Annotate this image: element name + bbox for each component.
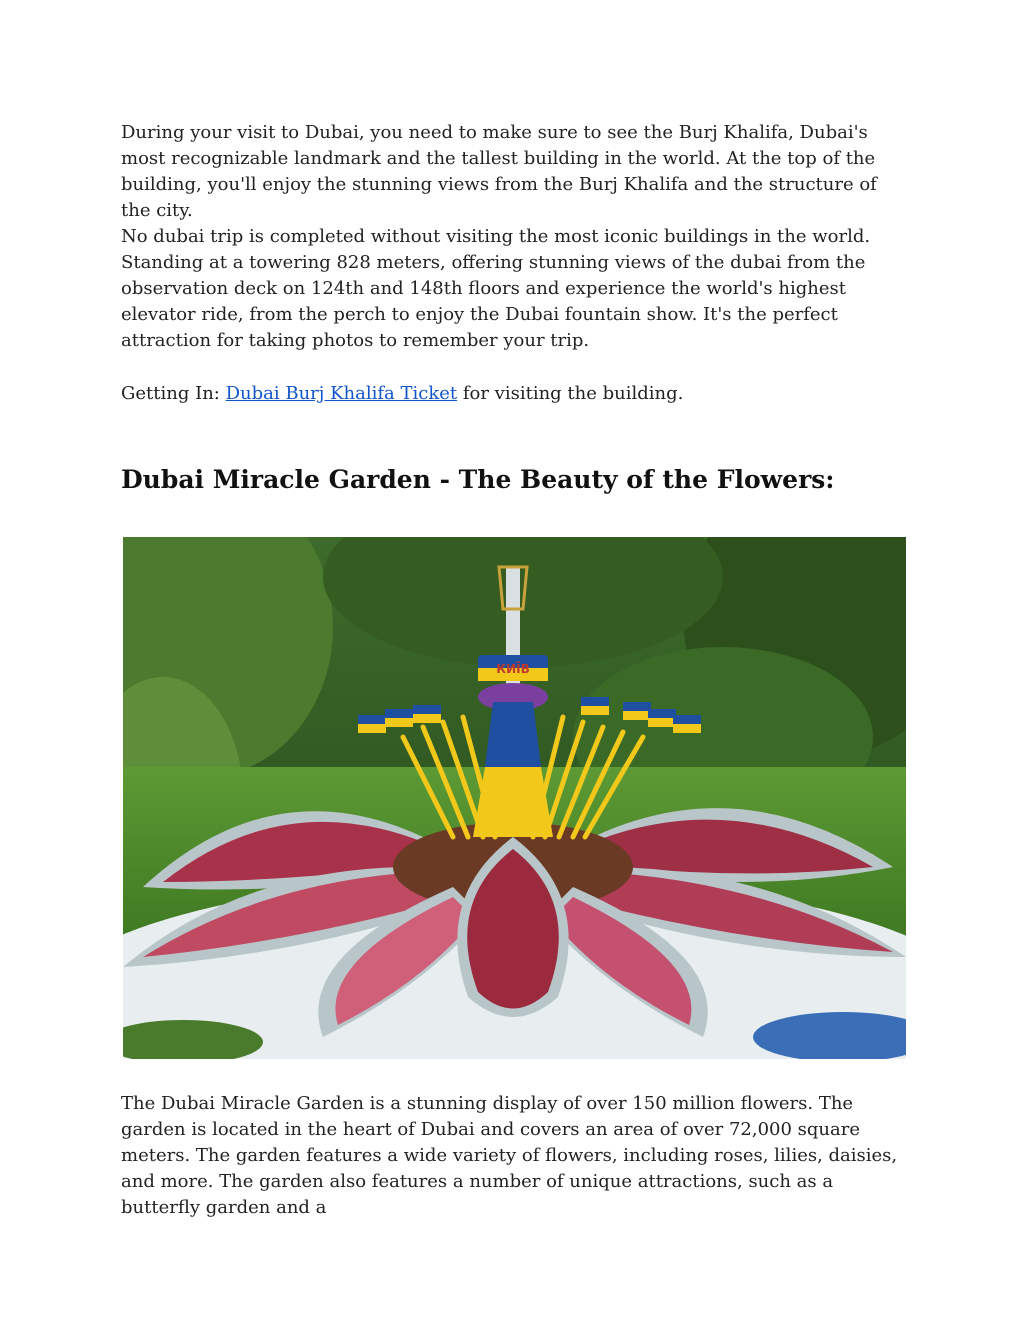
paragraph-getting-in bbox=[121, 381, 911, 407]
miracle-garden-photo bbox=[123, 537, 906, 1059]
sculpture-sign-text: КИЇВ bbox=[496, 662, 530, 676]
burj-khalifa-ticket-link[interactable]: Dubai Burj Khalifa Ticket bbox=[225, 383, 458, 404]
paragraph-miracle-garden: The Dubai Miracle Garden is a stunning display of over 150 million flowers. The garden is located in the heart of Dubai and covers an area of over 72,000 square meters. The garden features a wide variety of flowers, including roses, lilies, daisies, and more. The garden also features a number of unique attractions, such as a butterfly garden and a bbox=[121, 1093, 898, 1218]
section-heading-miracle-garden: Dubai Miracle Garden - The Beauty of the Flowers: bbox=[121, 465, 835, 494]
paragraph-burj-khalifa-details: No dubai trip is completed without visiting the most iconic buildings in the world. Standing at a towering 828 meters, offering stunning views of the dubai from the observation deck on 124th and 148th floors and experience the world's highest elevator ride, from the perch to enjoy the Dubai fountain show. It's the perfect attraction for taking photos to remember your trip. bbox=[121, 226, 871, 351]
getting-in-prefix: Getting In: bbox=[121, 383, 226, 404]
getting-in-suffix: for visiting the building. bbox=[457, 383, 684, 404]
paragraph-burj-khalifa-intro: During your visit to Dubai, you need to make sure to see the Burj Khalifa, Dubai's most recognizable landmark and the tallest building in the world. At the top of the building, you'll enjoy the stunning views from the Burj Khalifa and the structure of the city. bbox=[121, 122, 877, 221]
flower-sculpture-illustration bbox=[123, 537, 906, 1059]
